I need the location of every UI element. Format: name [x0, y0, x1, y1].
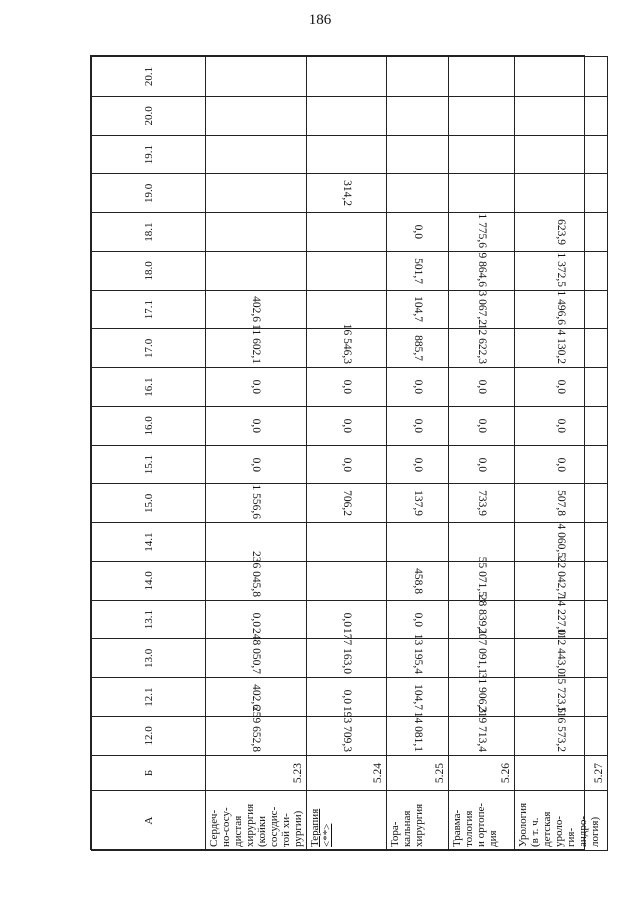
value-cell: 623,9 — [515, 213, 608, 252]
value-cell — [515, 174, 608, 213]
column-header: 13.1 — [92, 600, 206, 639]
value-cell — [449, 96, 515, 135]
column-header: 16.1 — [92, 368, 206, 407]
value-cell: 0,0 — [515, 406, 608, 445]
value-cell: 14 227,0 — [515, 600, 608, 639]
value-cell: 0,0 — [387, 368, 449, 407]
value-cell — [515, 135, 608, 174]
column-header: 12.0 — [92, 716, 206, 755]
value-cell: 116 573,2 — [515, 716, 608, 755]
row-name-cell — [515, 791, 608, 851]
row-name-line: дистая — [232, 815, 244, 847]
row-code-cell: 5.27 — [515, 755, 608, 791]
value-cell — [387, 174, 449, 213]
row-name-line: тология — [463, 810, 475, 847]
value-cell: 15 723,5 — [515, 678, 608, 717]
row-name-line: андро- — [577, 815, 589, 847]
value-cell — [387, 523, 449, 562]
value-cell: 0,0 — [387, 600, 449, 639]
value-cell — [206, 251, 307, 290]
value-cell: 55 071,5 — [449, 561, 515, 600]
value-cell: 501,7 — [387, 251, 449, 290]
value-cell: 0,0 — [515, 445, 608, 484]
value-cell: 0,0 — [515, 368, 608, 407]
value-cell: 0,0 — [307, 445, 387, 484]
value-cell: 177 163,0 — [307, 639, 387, 678]
value-cell: 137,9 — [387, 484, 449, 523]
row-name-line: хирургия — [413, 803, 425, 847]
row-name-line: дия — [487, 830, 499, 847]
value-cell: 1 775,6 — [449, 213, 515, 252]
value-cell: 248 050,7 — [206, 639, 307, 678]
value-cell — [307, 213, 387, 252]
row-name-line: рургии) — [292, 810, 304, 847]
value-cell: 104,7 — [387, 290, 449, 329]
value-cell — [387, 57, 449, 97]
row-name-line: логия) — [589, 816, 601, 847]
row-name-line: Терапия — [309, 808, 321, 847]
value-cell: 0,0 — [206, 600, 307, 639]
value-cell: 0,0 — [449, 406, 515, 445]
value-cell: 28 839,1 — [449, 600, 515, 639]
value-cell: 259 652,8 — [206, 716, 307, 755]
value-cell — [307, 523, 387, 562]
row-name-line: хирургия — [244, 803, 256, 847]
value-cell: 507,8 — [515, 484, 608, 523]
row-code-cell: 5.23 — [206, 755, 307, 791]
value-cell: 0,0 — [387, 406, 449, 445]
value-cell: 16 546,3 — [307, 329, 387, 368]
column-header: 14.0 — [92, 561, 206, 600]
value-cell — [449, 135, 515, 174]
value-cell — [387, 135, 449, 174]
column-header: 18.1 — [92, 213, 206, 252]
column-header: 15.0 — [92, 484, 206, 523]
value-cell: 0,0 — [206, 445, 307, 484]
column-header: 13.0 — [92, 639, 206, 678]
row-name-line: уроло- — [553, 815, 565, 847]
value-cell: 0,0 — [206, 368, 307, 407]
value-cell: 402,6 — [206, 678, 307, 717]
value-cell — [206, 135, 307, 174]
row-name-line: и ортопе- — [475, 802, 487, 847]
value-cell — [449, 57, 515, 97]
row-name-line: (койки — [256, 815, 268, 847]
value-cell: 14 081,1 — [387, 716, 449, 755]
column-header: 12.1 — [92, 678, 206, 717]
value-cell — [387, 96, 449, 135]
value-cell: 4 130,2 — [515, 329, 608, 368]
statistics-table — [91, 56, 608, 851]
value-cell — [206, 213, 307, 252]
row-name-line: гия- — [565, 827, 577, 847]
value-cell: 1 372,5 — [515, 251, 608, 290]
value-cell — [206, 57, 307, 97]
value-cell: 0,0 — [387, 445, 449, 484]
statistics-table-frame — [90, 55, 605, 850]
row-name-line: но-сосу- — [220, 807, 232, 847]
column-header: 20.1 — [92, 57, 206, 97]
value-cell — [307, 251, 387, 290]
header-row — [92, 57, 206, 851]
row-code-cell: 5.25 — [387, 755, 449, 791]
value-cell — [307, 561, 387, 600]
value-cell: 1 556,6 — [206, 484, 307, 523]
column-header: Б — [92, 755, 206, 791]
row-name-line: кальная — [401, 810, 413, 847]
value-cell — [307, 96, 387, 135]
value-cell: 0,0 — [449, 445, 515, 484]
value-cell: 885,7 — [387, 329, 449, 368]
table-row-5-25 — [387, 57, 449, 851]
column-header: 15.1 — [92, 445, 206, 484]
row-name-line: Сердеч- — [208, 809, 220, 847]
value-cell: 3 067,2 — [449, 290, 515, 329]
column-header: 17.1 — [92, 290, 206, 329]
row-name-line: Травма- — [451, 809, 463, 847]
value-cell: 12 622,3 — [449, 329, 515, 368]
column-header: 16.0 — [92, 406, 206, 445]
value-cell: 314,2 — [307, 174, 387, 213]
row-name-cell — [449, 791, 515, 851]
rotated-table-container — [91, 56, 605, 851]
row-name-line: той хи- — [280, 813, 292, 847]
value-cell — [515, 96, 608, 135]
column-header: 19.1 — [92, 135, 206, 174]
value-cell: 733,9 — [449, 484, 515, 523]
value-cell: 458,8 — [387, 561, 449, 600]
value-cell: 4 060,5 — [515, 523, 608, 562]
value-cell: 11 602,1 — [206, 329, 307, 368]
row-name-line: Урология — [517, 802, 529, 847]
value-cell — [307, 57, 387, 97]
value-cell: 112 443,0 — [515, 639, 608, 678]
value-cell: 193 709,3 — [307, 716, 387, 755]
row-name-line: детская — [541, 811, 553, 847]
value-cell — [449, 523, 515, 562]
column-header: 17.0 — [92, 329, 206, 368]
value-cell: 219 713,4 — [449, 716, 515, 755]
table-row-5-27 — [515, 57, 608, 851]
row-name-cell — [206, 791, 307, 851]
value-cell: 22 042,7 — [515, 561, 608, 600]
value-cell: 0,0 — [307, 600, 387, 639]
row-name-cell — [387, 791, 449, 851]
page-number: 186 — [308, 12, 332, 28]
row-name-line: (в т. ч. — [529, 817, 541, 847]
column-header: 14.1 — [92, 523, 206, 562]
value-cell: 402,6 — [206, 290, 307, 329]
value-cell: 0,0 — [307, 678, 387, 717]
value-cell: 236 045,8 — [206, 561, 307, 600]
column-header: 19.0 — [92, 174, 206, 213]
value-cell: 9 864,6 — [449, 251, 515, 290]
column-header: А — [92, 791, 206, 851]
value-cell: 0,0 — [387, 213, 449, 252]
value-cell: 706,2 — [307, 484, 387, 523]
value-cell: 13 195,4 — [387, 639, 449, 678]
row-code-cell: 5.26 — [449, 755, 515, 791]
value-cell — [515, 57, 608, 97]
value-cell: 207 091,1 — [449, 639, 515, 678]
value-cell — [206, 174, 307, 213]
table-row-5-23 — [206, 57, 307, 851]
value-cell: 0,0 — [307, 406, 387, 445]
value-cell: 31 906,3 — [449, 678, 515, 717]
value-cell — [307, 135, 387, 174]
value-cell: 0,0 — [449, 368, 515, 407]
column-header: 20.0 — [92, 96, 206, 135]
row-code-cell: 5.24 — [307, 755, 387, 791]
row-name-line: сосудис- — [268, 806, 280, 847]
value-cell: 104,7 — [387, 678, 449, 717]
row-name-line: <**> — [321, 823, 333, 847]
row-name-cell — [307, 791, 387, 851]
column-header: 18.0 — [92, 251, 206, 290]
value-cell: 1 496,6 — [515, 290, 608, 329]
table-row-5-24 — [307, 57, 387, 851]
value-cell: 0,0 — [307, 368, 387, 407]
value-cell: 0,0 — [206, 406, 307, 445]
row-name-line: Тора- — [389, 821, 401, 847]
value-cell — [206, 96, 307, 135]
table-row-5-26 — [449, 57, 515, 851]
value-cell — [449, 174, 515, 213]
